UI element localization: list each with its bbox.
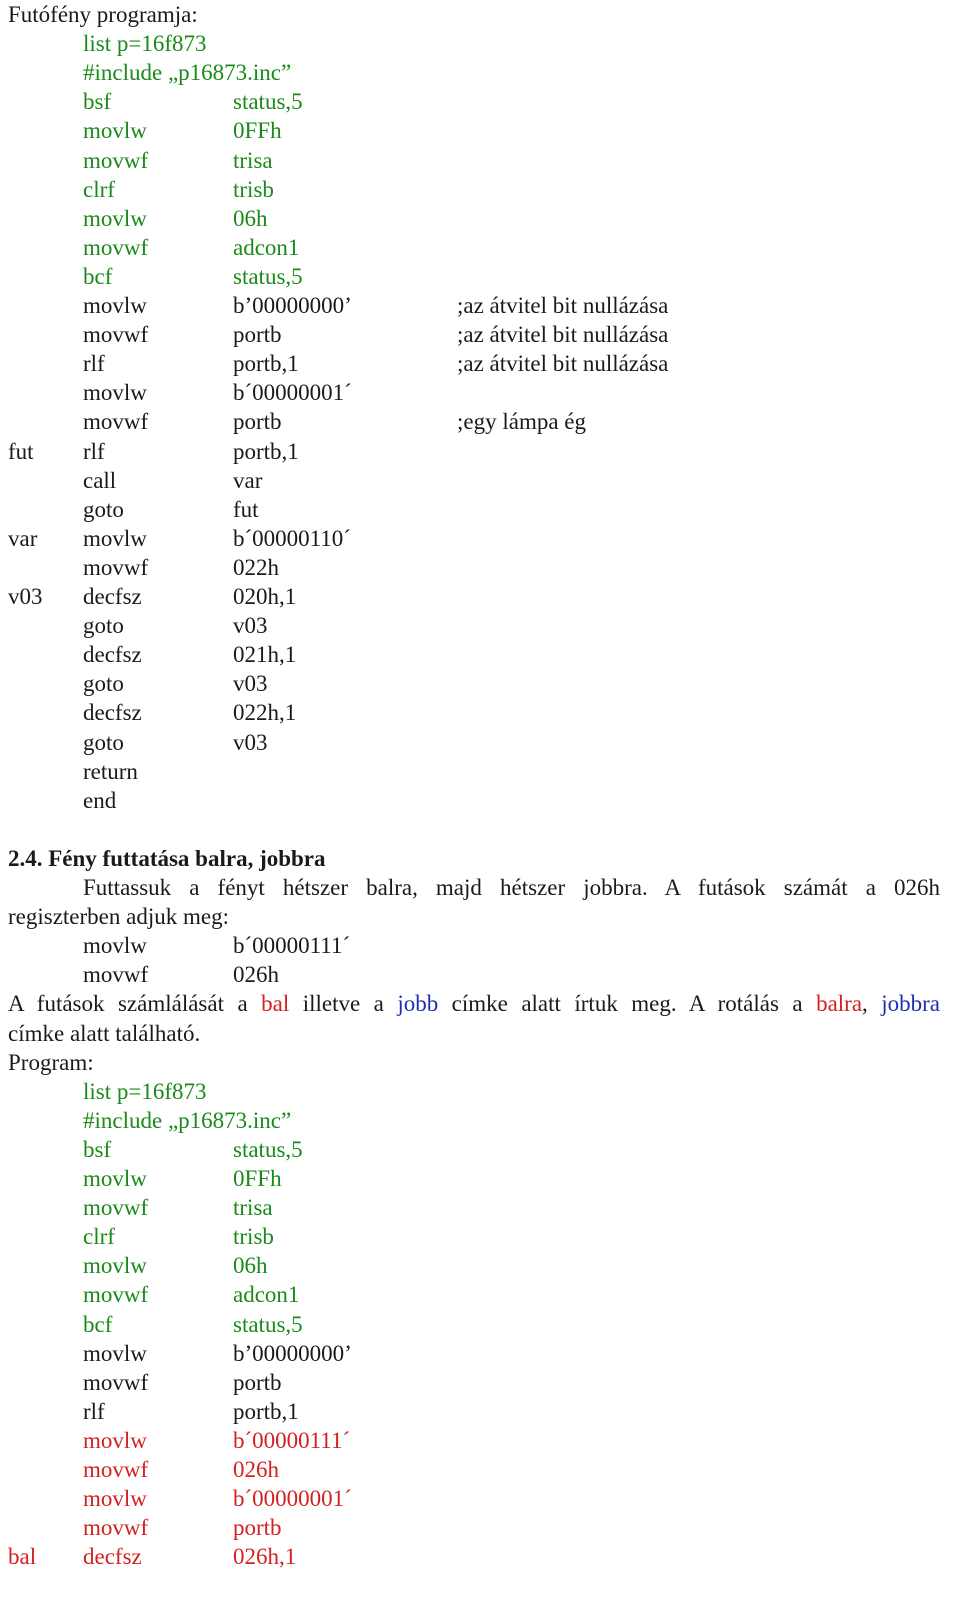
- code-operand: b´00000110´: [233, 525, 351, 551]
- code-line: [0, 320, 960, 349]
- paragraph-line: Futtassuk a fényt hétszer balra, majd hétszer jobbra. A futások számát a 026h: [83, 875, 940, 900]
- code-opcode: goto: [83, 671, 124, 697]
- title: Futófény programja:: [8, 2, 198, 27]
- code-operand: portb,1: [233, 438, 299, 464]
- paragraph-segment: bal: [261, 991, 290, 1017]
- code-opcode: movwf: [83, 1515, 149, 1541]
- code-operand: portb: [233, 1515, 282, 1541]
- paragraph-segment: címke alatt írtuk meg. A rotálás a: [438, 991, 817, 1017]
- paragraph-line: regiszterben adjuk meg:: [8, 904, 229, 930]
- code-opcode: decfsz: [83, 584, 142, 609]
- paragraph-segment: illetve a: [289, 991, 398, 1017]
- code-opcode: goto: [83, 496, 124, 522]
- code-operand: portb: [233, 1369, 282, 1395]
- code-line: [0, 960, 960, 989]
- code-opcode: clrf: [83, 1224, 115, 1250]
- code-opcode: movwf: [83, 554, 149, 580]
- code-operand: trisb: [233, 1224, 274, 1250]
- code-line: [0, 1339, 960, 1368]
- code-operand: status,5: [233, 1311, 303, 1337]
- code-operand: v03: [233, 729, 268, 755]
- code-operand: v03: [233, 613, 268, 639]
- code-operand: var: [233, 467, 263, 493]
- code-opcode: movlw: [83, 1340, 147, 1366]
- paragraph-segment: jobb: [397, 991, 439, 1017]
- code-opcode: rlf: [83, 438, 105, 464]
- code-label: v03: [8, 584, 43, 609]
- code-operand: trisa: [233, 1195, 273, 1221]
- code-operand: 022h: [233, 554, 279, 580]
- code-opcode: rlf: [83, 1398, 105, 1424]
- code-opcode: call: [83, 467, 117, 493]
- code-line: [0, 466, 960, 495]
- code-operand: status,5: [233, 89, 303, 115]
- code-operand: v03: [233, 671, 268, 697]
- code-opcode: list p=16f873: [83, 1078, 207, 1104]
- paragraph-segment: balra: [816, 991, 863, 1017]
- code-opcode: decfsz: [83, 700, 142, 726]
- code-operand: trisb: [233, 176, 274, 202]
- code-opcode: movlw: [83, 525, 147, 551]
- code-line: [0, 553, 960, 582]
- code-operand: 06h: [233, 205, 268, 231]
- code-comment: ;az átvitel bit nullázása: [457, 351, 669, 377]
- code-operand: 0FFh: [233, 1166, 282, 1191]
- code-opcode: movwf: [83, 234, 149, 260]
- code-operand: adcon1: [233, 234, 300, 260]
- code-line: [0, 262, 960, 291]
- code-opcode: #include „p16873.inc”: [83, 60, 292, 86]
- code-line: [0, 407, 960, 436]
- code-operand: portb: [233, 322, 282, 348]
- code-line: [0, 1397, 960, 1426]
- code-operand: b´00000001´: [233, 380, 352, 406]
- code-operand: b´00000001´: [233, 1486, 352, 1512]
- code-opcode: movlw: [83, 1486, 147, 1512]
- code-operand: portb: [233, 409, 282, 435]
- code-opcode: movwf: [83, 1195, 149, 1221]
- code-line: [0, 1222, 960, 1251]
- code-opcode: movlw: [83, 933, 147, 959]
- code-line: [0, 582, 960, 611]
- code-opcode: return: [83, 758, 138, 784]
- code-line: [0, 1368, 960, 1397]
- code-line: [0, 1106, 960, 1135]
- code-operand: fut: [233, 496, 259, 522]
- code-line: [0, 1542, 960, 1571]
- code-line: [0, 495, 960, 524]
- code-line: [0, 1484, 960, 1513]
- code-opcode: rlf: [83, 351, 105, 377]
- code-opcode: movlw: [83, 1253, 147, 1279]
- code-opcode: #include „p16873.inc”: [83, 1107, 292, 1133]
- code-line: [0, 728, 960, 757]
- code-line: [0, 931, 960, 960]
- code-operand: b´00000111´: [233, 933, 351, 959]
- code-operand: status,5: [233, 1136, 303, 1162]
- code-opcode: movlw: [83, 118, 147, 144]
- code-line: [0, 204, 960, 233]
- code-operand: b’00000000’: [233, 293, 352, 318]
- paragraph-line: címke alatt található.: [8, 1020, 201, 1046]
- paragraph-segment: A futások számlálását a: [8, 991, 262, 1017]
- code-comment: ;az átvitel bit nullázása: [457, 322, 669, 348]
- code-line: [0, 1310, 960, 1339]
- code-comment: ;az átvitel bit nullázása: [457, 293, 669, 318]
- code-operand: portb,1: [233, 351, 299, 377]
- code-opcode: movwf: [83, 1369, 149, 1395]
- code-opcode: goto: [83, 613, 124, 639]
- code-operand: status,5: [233, 263, 303, 289]
- code-line: [0, 1251, 960, 1280]
- code-line: [0, 175, 960, 204]
- code-opcode: bcf: [83, 1311, 113, 1337]
- code-opcode: movlw: [83, 1427, 147, 1453]
- code-label: bal: [8, 1544, 37, 1570]
- code-operand: adcon1: [233, 1282, 300, 1308]
- code-line: [0, 611, 960, 640]
- code-line: [0, 378, 960, 407]
- code-opcode: end: [83, 787, 117, 813]
- code-line: [0, 669, 960, 698]
- code-operand: 020h,1: [233, 584, 297, 609]
- code-line: [0, 1135, 960, 1164]
- code-operand: 06h: [233, 1253, 268, 1279]
- program-label: Program:: [8, 1049, 94, 1075]
- code-line: [0, 757, 960, 786]
- code-opcode: decfsz: [83, 1544, 142, 1570]
- code-opcode: bsf: [83, 89, 112, 115]
- code-line: [0, 1077, 960, 1106]
- code-opcode: goto: [83, 729, 124, 755]
- code-line: [0, 291, 960, 320]
- paragraph-line: [8, 989, 940, 1018]
- code-line: [0, 437, 960, 466]
- code-opcode: movwf: [83, 962, 149, 988]
- code-opcode: bsf: [83, 1136, 112, 1162]
- paragraph-segment: jobbra: [881, 991, 941, 1017]
- code-operand: 022h,1: [233, 700, 297, 726]
- code-line: [0, 116, 960, 145]
- code-opcode: movwf: [83, 322, 149, 348]
- code-opcode: list p=16f873: [83, 31, 207, 57]
- code-line: [0, 87, 960, 116]
- code-line: [0, 1193, 960, 1222]
- code-line: [0, 233, 960, 262]
- code-line: [0, 698, 960, 727]
- code-opcode: movlw: [83, 293, 147, 318]
- code-line: [0, 1426, 960, 1455]
- code-opcode: clrf: [83, 176, 115, 202]
- code-opcode: movwf: [83, 147, 149, 173]
- code-line: [0, 146, 960, 175]
- code-line: [0, 58, 960, 87]
- code-line: [0, 1513, 960, 1542]
- code-label: fut: [8, 438, 34, 464]
- code-opcode: movlw: [83, 380, 147, 406]
- code-line: [0, 1280, 960, 1309]
- code-opcode: movwf: [83, 1457, 149, 1482]
- section-heading: 2.4. Fény futtatása balra, jobbra: [8, 845, 326, 871]
- code-operand: portb,1: [233, 1398, 299, 1424]
- code-operand: 026h,1: [233, 1544, 297, 1570]
- code-opcode: decfsz: [83, 642, 142, 668]
- code-operand: b’00000000’: [233, 1340, 352, 1366]
- code-operand: 026h: [233, 962, 279, 988]
- code-line: [0, 29, 960, 58]
- code-opcode: bcf: [83, 263, 113, 289]
- code-operand: trisa: [233, 147, 273, 173]
- code-opcode: movlw: [83, 205, 147, 231]
- code-line: [0, 640, 960, 669]
- code-line: [0, 1164, 960, 1193]
- code-operand: b´00000111´: [233, 1427, 351, 1453]
- code-opcode: movlw: [83, 1166, 147, 1191]
- code-operand: 026h: [233, 1457, 279, 1482]
- code-opcode: movwf: [83, 409, 149, 435]
- code-label: var: [8, 525, 38, 551]
- code-line: [0, 1455, 960, 1484]
- code-opcode: movwf: [83, 1282, 149, 1308]
- paragraph-segment: ,: [862, 991, 882, 1017]
- code-line: [0, 524, 960, 553]
- code-operand: 0FFh: [233, 118, 282, 144]
- code-line: [0, 786, 960, 815]
- code-line: [0, 349, 960, 378]
- code-comment: ;egy lámpa ég: [457, 409, 587, 435]
- code-operand: 021h,1: [233, 642, 297, 668]
